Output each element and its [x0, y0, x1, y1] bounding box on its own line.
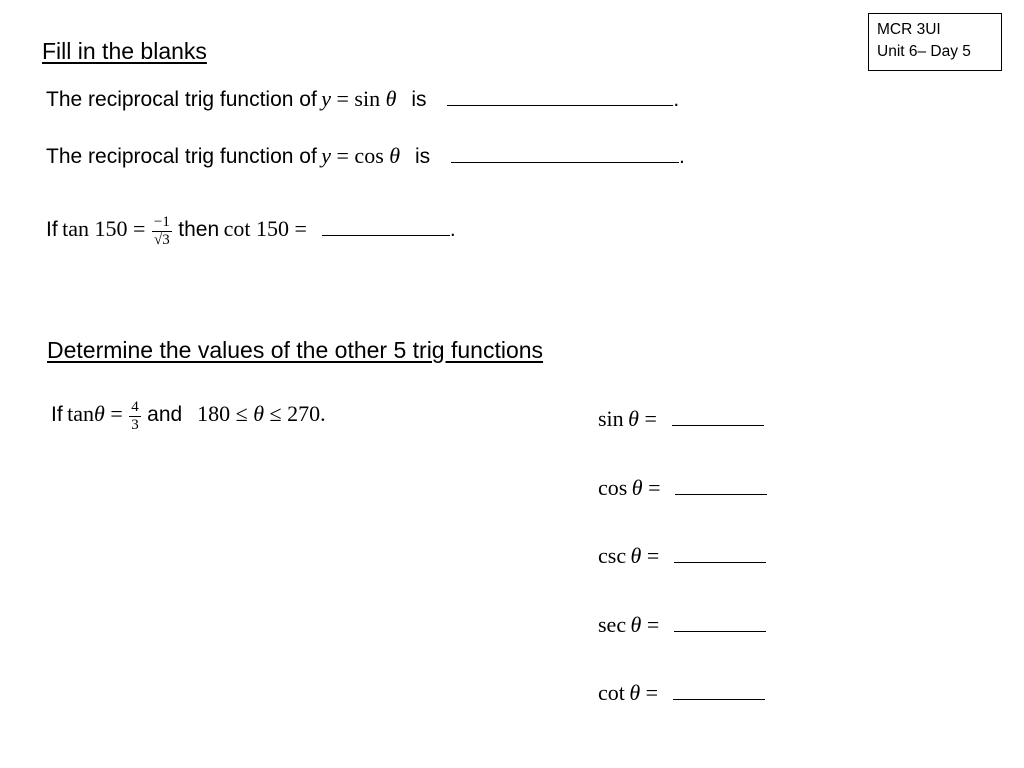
answer-csc-eq: = [641, 543, 660, 568]
answer-cos-eq: = [642, 475, 661, 500]
answer-sin-fn: sin [598, 406, 624, 431]
answer-blank-cot[interactable] [673, 698, 765, 700]
question-3-rhs: cot 150 = [223, 216, 307, 241]
answer-csc-fn: csc [598, 543, 627, 568]
answer-blank-3[interactable] [322, 234, 450, 236]
answer-sin [598, 406, 764, 432]
answer-blank-csc[interactable] [674, 561, 766, 563]
answer-blank-2[interactable] [451, 161, 679, 163]
course-code: MCR 3UI [877, 21, 941, 38]
question-3-lhs: tan 150 = [62, 216, 146, 241]
question-1-eq: = sin [331, 86, 386, 111]
given-tan: tan [67, 401, 95, 426]
question-2-prefix: The reciprocal trig function of [46, 145, 317, 168]
question-3-period: . [449, 218, 456, 241]
given-theta: θ [94, 401, 105, 426]
given-and: and [147, 403, 183, 426]
answer-cot-fn: cot [598, 680, 625, 705]
question-3-fraction [152, 214, 172, 249]
answer-cos-fn: cos [598, 475, 628, 500]
section-title-determine: Determine the values of the other 5 trig functions [47, 337, 544, 363]
question-1-prefix: The reciprocal trig function of [46, 88, 317, 111]
answer-blank-sec[interactable] [674, 630, 766, 632]
question-2 [46, 143, 685, 169]
question-2-period: . [679, 145, 685, 168]
question-1-theta: θ [385, 86, 397, 111]
question-3 [46, 206, 456, 255]
question-1-suffix: is [411, 88, 427, 111]
answer-cot [598, 680, 765, 706]
given-range-a: 180 ≤ [197, 401, 254, 426]
question-1-var: y [321, 86, 332, 111]
question-3-frac-num: −1 [153, 214, 170, 231]
answer-sec [598, 612, 766, 638]
answer-sin-eq: = [638, 406, 657, 431]
answer-cot-theta: θ [629, 680, 641, 705]
course-header-box [868, 13, 1002, 71]
question-2-suffix: is [414, 145, 431, 168]
given-eq: = [104, 401, 123, 426]
given-if: If [51, 403, 63, 426]
given-frac-den: 3 [131, 417, 139, 434]
question-3-frac-den: √3 [153, 232, 170, 249]
answer-csc [598, 543, 766, 569]
question-1-period: . [673, 88, 680, 111]
question-3-if: If [46, 218, 58, 241]
question-2-eq: = cos [331, 143, 390, 168]
unit-day: Unit 6– Day 5 [877, 43, 971, 60]
answer-csc-theta: θ [630, 543, 642, 568]
question-1 [46, 86, 679, 112]
question-2-theta: θ [389, 143, 401, 168]
answer-blank-cos[interactable] [675, 493, 767, 495]
question-3-then: then [178, 218, 220, 241]
answer-sin-theta: θ [628, 406, 639, 431]
given-condition [51, 391, 326, 440]
answer-blank-1[interactable] [447, 104, 673, 106]
given-range-b: ≤ 270. [264, 401, 326, 426]
given-fraction [129, 399, 141, 434]
answer-cos-theta: θ [631, 475, 643, 500]
answer-blank-sin[interactable] [672, 424, 764, 426]
answer-cos [598, 475, 767, 501]
answer-sec-eq: = [641, 612, 660, 637]
given-range-theta: θ [253, 401, 264, 426]
answer-cot-eq: = [640, 680, 659, 705]
answer-sec-fn: sec [598, 612, 627, 637]
question-2-var: y [321, 143, 332, 168]
given-frac-num: 4 [131, 399, 139, 416]
section-title-fill-blanks: Fill in the blanks [42, 38, 207, 64]
answer-sec-theta: θ [630, 612, 642, 637]
